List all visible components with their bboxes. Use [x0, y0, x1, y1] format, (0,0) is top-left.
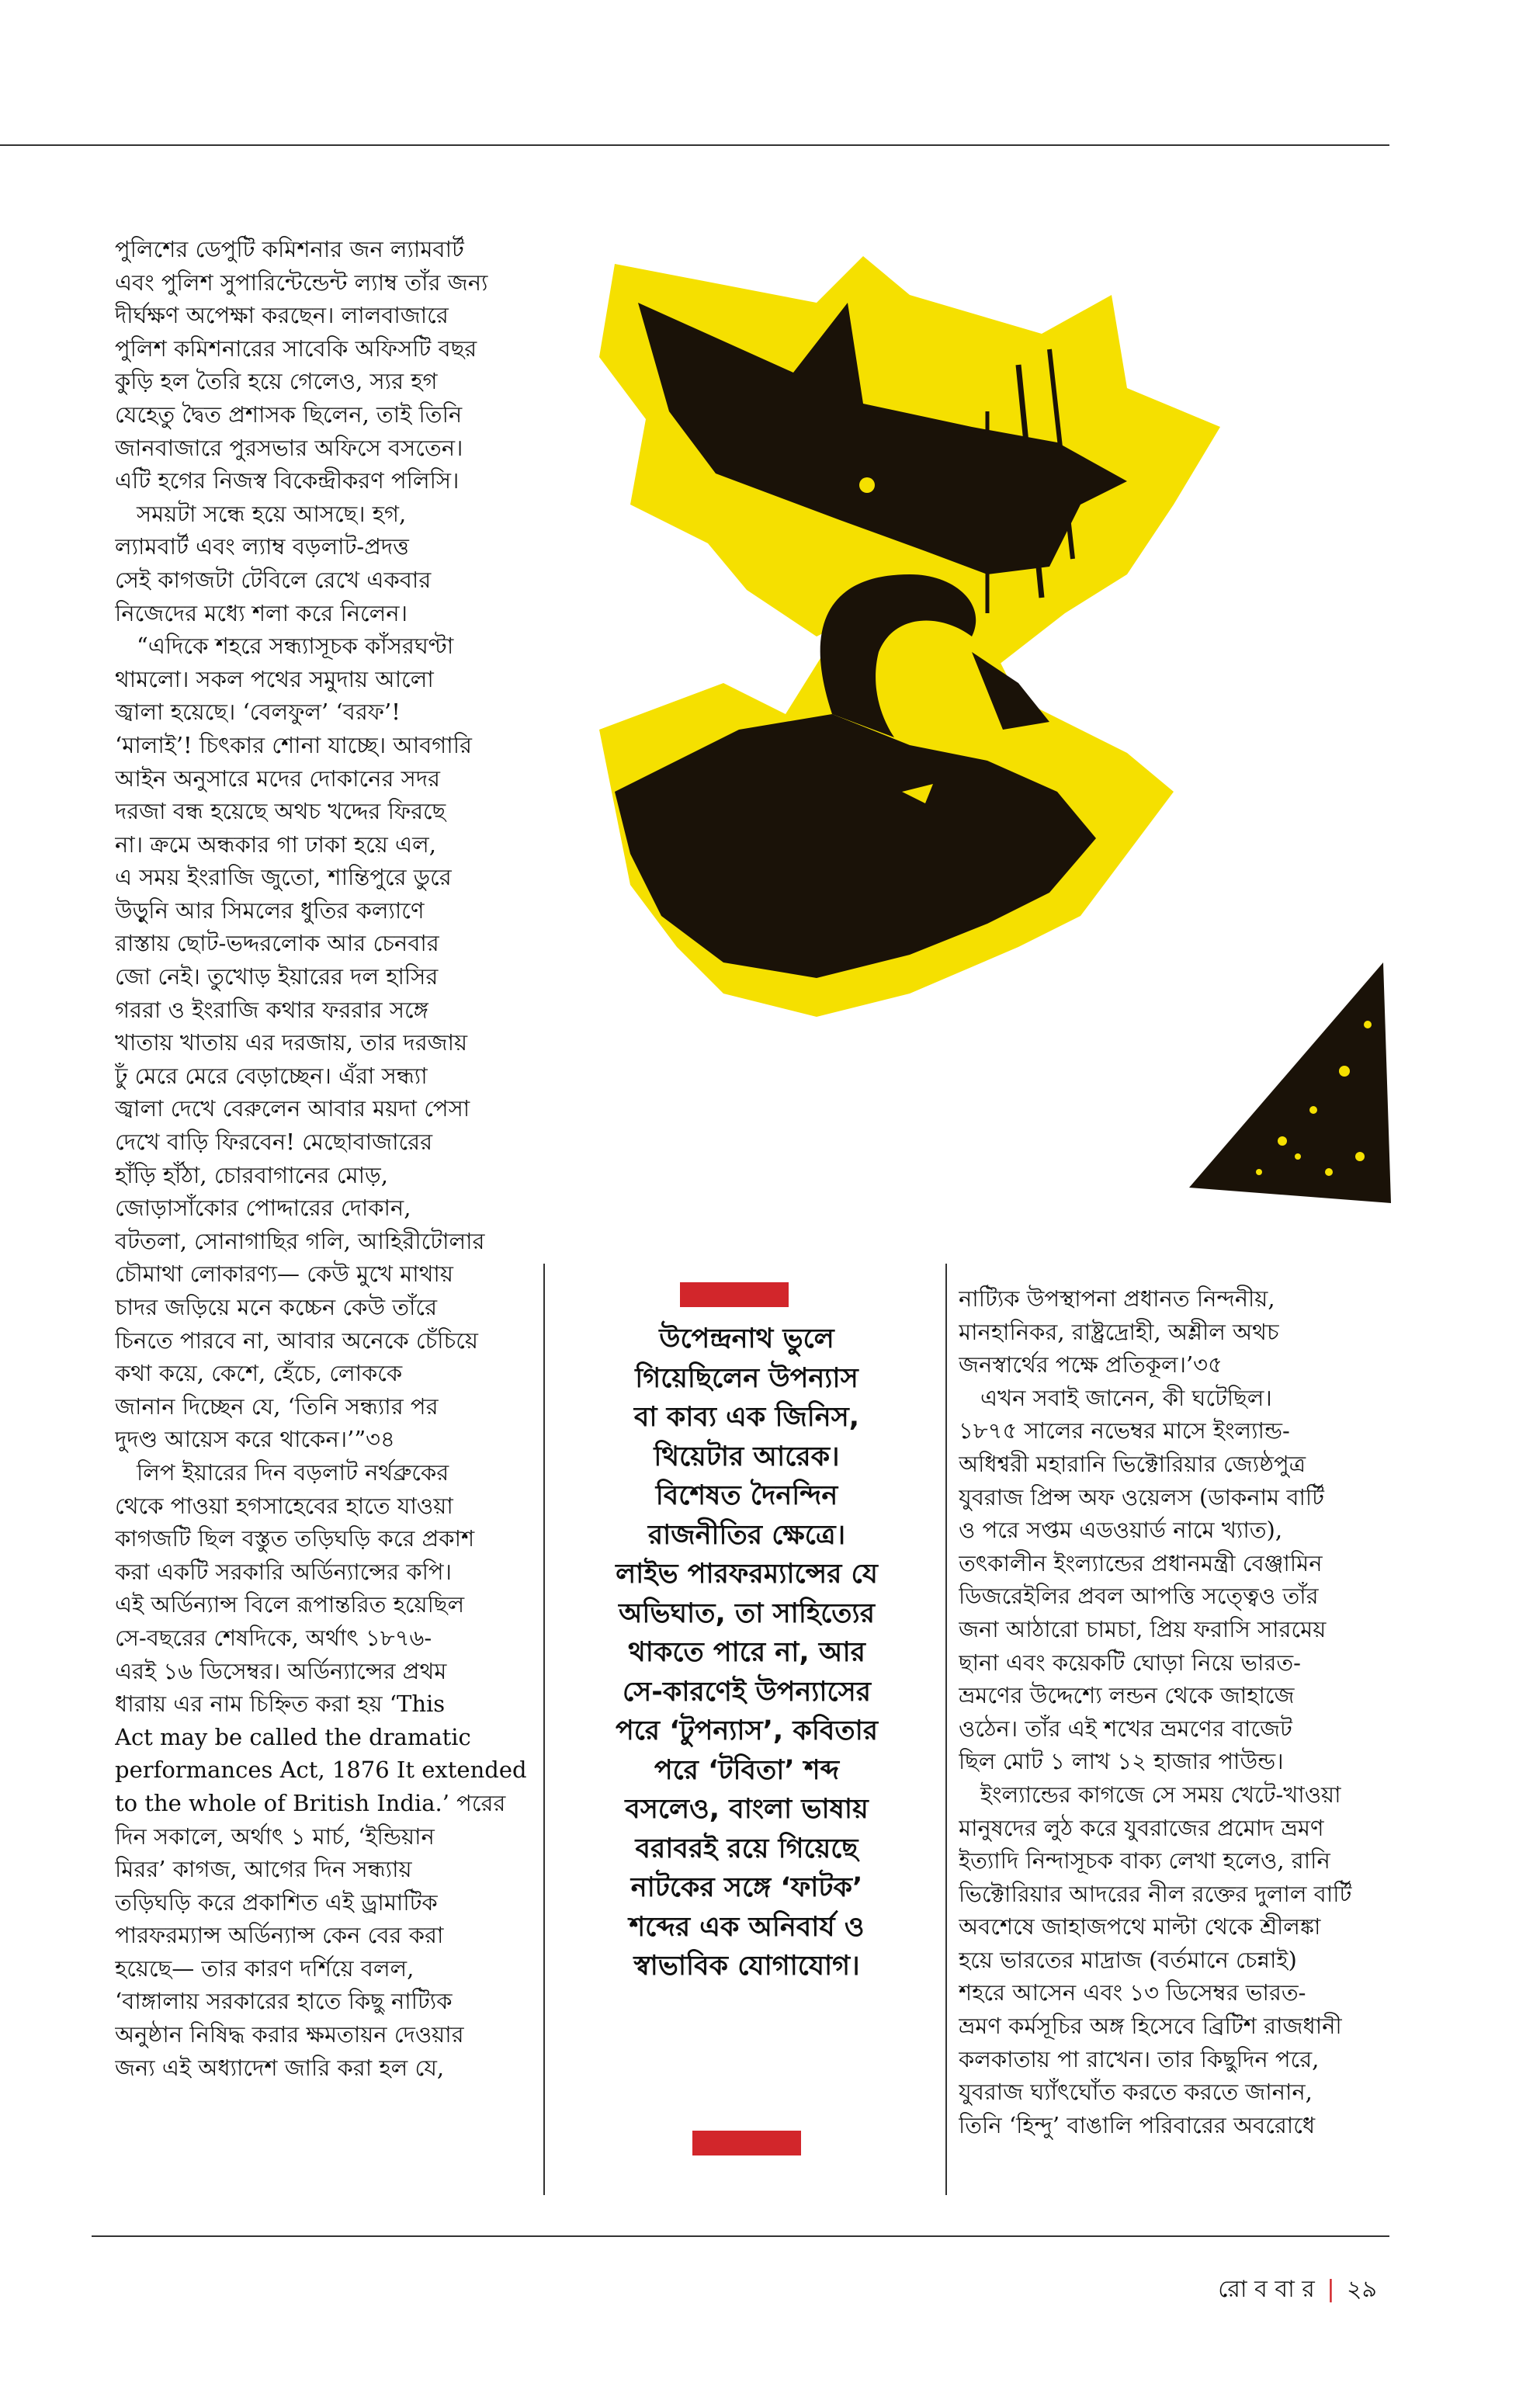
left-column-line: থেকে পাওয়া হগসাহেবের হাতে যাওয়া [115, 1492, 453, 1519]
left-column-line: নিজেদের মধ্যে শলা করে নিলেন। [115, 599, 408, 626]
left-column-line: এটি হগের নিজস্ব বিকেন্দ্রীকরণ পলিসি। [115, 467, 460, 494]
left-column-line: পুলিশের ডেপুটি কমিশনার জন ল্যামবার্ট [115, 236, 464, 262]
right-column-line: মানুষদের লুঠ করে যুবরাজের প্রমোদ ভ্রমণ [959, 1814, 1324, 1841]
pull-quote-line: সে-কারণেই উপন্যাসের [622, 1676, 871, 1708]
left-column-line: করা একটি সরকারি অর্ডিন্যান্সের কপি। [115, 1558, 452, 1585]
left-column-line: পুলিশ কমিশনারের সাবেকি অফিসটি বছর [115, 335, 477, 362]
left-column-line: হয়েছে— তার কারণ দর্শিয়ে বলল, [115, 1954, 414, 1982]
pull-quote-line: লাইভ পারফরম্যান্সের যে [616, 1559, 878, 1590]
pull-quote-line: পরে ‘টুপন্যাস’, কবিতার [615, 1715, 879, 1746]
left-column-line: অনুষ্ঠান নিষিদ্ধ করার ক্ষমতায়ন দেওয়ার [115, 2021, 464, 2048]
left-column-line: জানবাজারে পুরসভার অফিসে বসতেন। [115, 434, 463, 461]
right-column-line: ইংল্যান্ডের কাগজে সে সময় খেটে-খাওয়া [980, 1781, 1341, 1808]
pull-quote-line: নাটকের সঙ্গে ‘ফাটক’ [630, 1872, 863, 1903]
page-number: ২৯ [1347, 2276, 1377, 2303]
left-column-line: এরই ১৬ ডিসেম্বর। অর্ডিন্যান্সের প্রথম [115, 1657, 447, 1684]
upper-animal-eye [859, 477, 875, 493]
left-column-line: আইন অনুসারে মদের দোকানের সদর [115, 765, 441, 792]
left-column-line: সে-বছরের শেষদিকে, অর্থাৎ ১৮৭৬- [115, 1624, 432, 1651]
left-column-line: জোড়াসাঁকোর পোদ্দারের দোকান, [115, 1195, 411, 1222]
right-column-line: অধিশ্বরী মহারানি ভিক্টোরিয়ার জ্যেষ্ঠপুত্র [959, 1450, 1306, 1477]
left-column-line: খাতায় খাতায় এর দরজায়, তার দরজায় [115, 1029, 468, 1056]
right-column-line: তৎকালীন ইংল্যান্ডের প্রধানমন্ত্রী বেঞ্জামিন [959, 1549, 1323, 1576]
right-column-line: এখন সবাই জানেন, কী ঘটেছিল। [980, 1384, 1272, 1411]
left-column-line: to the whole of British India.’ পরের [115, 1789, 506, 1816]
pull-quote-top-bar [680, 1282, 789, 1307]
pull-quote-line: বসলেও, বাংলা ভাষায় [625, 1794, 869, 1825]
page-footer [1218, 2270, 1377, 2310]
right-column-line: মানহানিকর, রাষ্ট্রদ্রোহী, অশ্লীল অথচ [959, 1318, 1279, 1345]
left-column-line: উড়ুনি আর সিমলের ধুতির কল্যাণে [115, 897, 425, 924]
left-column-line: চৌমাথা লোকারণ্য— কেউ মুখে মাথায় [115, 1261, 453, 1288]
left-column-line: এ সময় ইংরাজি জুতো, শান্তিপুরে ডুরে [115, 864, 452, 891]
right-column-line: ভ্রমণ কর্মসূচির অঙ্গ হিসেবে ব্রিটিশ রাজধানী [959, 2013, 1342, 2040]
left-column-line: জন্য এই অধ্যাদেশ জারি করা হল যে, [115, 2054, 445, 2081]
left-column-line: জানান দিচ্ছেন যে, ‘তিনি সন্ধ্যার পর [115, 1392, 439, 1420]
left-column-line: ল্যামবার্ট এবং ল্যাম্ব বড়লাট-প্রদত্ত [115, 533, 409, 560]
right-column-line: শহরে আসেন এবং ১৩ ডিসেম্বর ভারত- [959, 1979, 1306, 2006]
left-column-line: হাঁড়ি হাঁঠা, চোরবাগানের মোড়, [115, 1161, 388, 1188]
right-column-line: তিনি ‘হিন্দু’ বাঙালি পরিবারের অবরোধে [959, 2111, 1316, 2138]
pull-quote-line: শব্দের এক অনিবার্য ও [629, 1911, 865, 1943]
right-column-line: জনা আঠারো চামচা, প্রিয় ফরাসি সারমেয় [959, 1615, 1327, 1642]
pull-quote-line: বা কাব্য এক জিনিস, [633, 1402, 860, 1433]
right-column-line: হয়ে ভারতের মাদ্রাজ (বর্তমানে চেন্নাই) [959, 1946, 1297, 1973]
pull-quote-line: পরে ‘টবিতা’ শব্দ [654, 1754, 840, 1786]
left-column-line: চাদর জড়িয়ে মনে কচ্চেন কেউ তাঁরে [115, 1294, 438, 1320]
right-column-line: অবশেষে জাহাজপথে মাল্টা থেকে শ্রীলঙ্কা [959, 1913, 1321, 1940]
left-column-line: কুড়ি হল তৈরি হয়ে গেলেও, স্যর হগ [115, 368, 438, 395]
left-column-line: দিন সকালে, অর্থাৎ ১ মার্চ, ‘ইন্ডিয়ান [115, 1822, 435, 1850]
left-column-line: Act may be called the dramatic [115, 1723, 471, 1750]
left-column [115, 233, 534, 2084]
left-column-line: লিপ ইয়ারের দিন বড়লাট নর্থব্রুকের [137, 1458, 449, 1486]
pull-quote-line: বিশেষত দৈনন্দিন [655, 1480, 838, 1511]
column-divider-right [945, 1264, 947, 2195]
left-column-line: কাগজটি ছিল বস্তুত তড়িঘড়ি করে প্রকাশ [115, 1525, 475, 1552]
right-column-line: ১৮৭৫ সালের নভেম্বর মাসে ইংল্যান্ড- [959, 1417, 1290, 1444]
right-column-line: ডিজরেইলির প্রবল আপত্তি সত্ত্বেও তাঁর [959, 1583, 1319, 1610]
left-column-line: রাস্তায় ছোট-ভদ্দরলোক আর চেনবার [115, 930, 439, 957]
pull-quote-line: উপেন্দ্রনাথ ভুলে [659, 1323, 834, 1354]
right-column-line: যুবরাজ ঘ্যাঁৎঘোঁত করতে করতে জানান, [959, 2079, 1313, 2106]
right-column-line: যুবরাজ প্রিন্স অফ ওয়েলস (ডাকনাম বার্টি [959, 1483, 1324, 1510]
left-column-line: ‘মালাই’! চিৎকার শোনা যাচ্ছে। আবগারি [115, 731, 472, 758]
pull-quote-line: রাজনীতির ক্ষেত্রে। [647, 1519, 846, 1551]
left-column-line: জ্বালা হয়েছে। ‘বেলফুল’ ‘বরফ’! [115, 699, 401, 726]
pull-quote-line: স্বাভাবিক যোগাযোগ। [633, 1951, 860, 1982]
right-column-line: ভ্রমণের উদ্দেশ্যে লন্ডন থেকে জাহাজে [959, 1682, 1295, 1709]
right-column-line: নাট্যিক উপস্থাপনা প্রধানত নিন্দনীয়, [959, 1285, 1275, 1312]
top-rule [0, 144, 1389, 146]
left-column-line: সেই কাগজটা টেবিলে রেখে একবার [115, 566, 432, 593]
left-column-line: গররা ও ইংরাজি কথার ফররার সঙ্গে [115, 996, 428, 1023]
left-column-line: দরজা বন্ধ হয়েছে অথচ খদ্দের ফিরছে [115, 798, 446, 825]
left-column-line: মিরর’ কাগজ, আগের দিন সন্ধ্যায় [115, 1856, 412, 1883]
corner-triangle [1189, 962, 1391, 1203]
left-column-line: দেখে বাড়ি ফিরবেন! মেছোবাজারের [115, 1129, 433, 1156]
pull-quote-line: গিয়েছিলেন উপন্যাস [635, 1362, 858, 1394]
left-column-line: চিনতে পারবে না, আবার অনেকে চেঁচিয়ে [115, 1327, 478, 1354]
pull-quote-line: থাকতে পারে না, আর [628, 1637, 865, 1668]
pull-quote-line: অভিঘাত, তা সাহিত্যের [619, 1597, 875, 1629]
bottom-rule [92, 2235, 1389, 2237]
right-column-line: ইত্যাদি নিন্দাসূচক বাক্য লেখা হলেও, রানি [959, 1847, 1330, 1875]
left-column-line: দুদণ্ড আয়েস করে থাকেন।’”৩৪ [115, 1426, 395, 1453]
footer-separator: | [1327, 2276, 1335, 2303]
left-column-line: জ্বালা দেখে বেরুলেন আবার ময়দা পেসা [115, 1095, 470, 1122]
woodcut-illustration [584, 248, 1391, 1265]
pull-quote-bottom-bar [692, 2131, 801, 2155]
column-divider-left [543, 1264, 545, 2195]
pull-quote-line: থিয়েটার আরেক। [654, 1441, 840, 1472]
left-column-line: ঢুঁ মেরে মেরে বেড়াচ্ছেন। এঁরা সন্ধ্যা [115, 1062, 428, 1089]
right-column-line: ও পরে সপ্তম এডওয়ার্ড নামে খ্যাত), [959, 1517, 1283, 1544]
left-column-line: এই অর্ডিন্যান্স বিলে রূপান্তরিত হয়েছিল [115, 1591, 465, 1618]
right-column-line: ছানা এবং কয়েকটি ঘোড়া নিয়ে ভারত- [959, 1649, 1301, 1676]
left-column-line: থামলো। সকল পথের সমুদায় আলো [115, 665, 434, 692]
left-column-line: এবং পুলিশ সুপারিন্টেন্ডেন্ট ল্যাম্ব তাঁর জন্য [115, 269, 488, 296]
left-column-line: না। ক্রমে অন্ধকার গা ঢাকা হয়ে এল, [115, 831, 436, 858]
right-column-line: জনস্বার্থের পক্ষে প্রতিকূল।’৩৫ [959, 1351, 1223, 1379]
left-column-line: তড়িঘড়ি করে প্রকাশিত এই ড্রামাটিক [115, 1888, 438, 1916]
right-column-line: ছিল মোট ১ লাখ ১২ হাজার পাউন্ড। [959, 1748, 1284, 1775]
left-column-line: পারফরম্যান্স অর্ডিন্যান্স কেন বের করা [115, 1922, 444, 1949]
right-column-line: ভিক্টোরিয়ার আদরের নীল রক্তের দুলাল বার্টি [959, 1880, 1352, 1907]
left-column-line: দীর্ঘক্ষণ অপেক্ষা করছেন। লালবাজারে [115, 302, 449, 329]
pull-quote [553, 1320, 941, 1986]
left-column-line: performances Act, 1876 It extended [115, 1757, 527, 1784]
right-column-line: ওঠেন। তাঁর এই শখের ভ্রমণের বাজেট [959, 1715, 1292, 1742]
magazine-name: রো ব বা র [1218, 2276, 1315, 2303]
left-column-line: কথা কয়ে, কেশে, হেঁচে, লোককে [115, 1360, 403, 1387]
left-column-line: বটতলা, সোনাগাছির গলি, আহিরীটোলার [115, 1227, 485, 1254]
pull-quote-line: বরাবরই রয়ে গিয়েছে [635, 1833, 858, 1864]
left-column-line: ‘বাঙ্গালায় সরকারের হাতে কিছু নাট্যিক [115, 1988, 453, 2015]
left-column-line: সময়টা সন্ধে হয়ে আসছে। হগ, [137, 500, 407, 527]
left-column-line: যেহেতু দ্বৈত প্রশাসক ছিলেন, তাই তিনি [115, 401, 463, 428]
right-column [959, 1282, 1393, 2142]
right-column-line: কলকাতায় পা রাখেন। তার কিছুদিন পরে, [959, 2045, 1320, 2072]
left-column-line: “এদিকে শহরে সন্ধ্যাসূচক কাঁসরঘণ্টা [137, 633, 454, 660]
left-column-line: ধারায় এর নাম চিহ্নিত করা হয় ‘This [115, 1691, 446, 1718]
left-column-line: জো নেই। তুখোড় ইয়ারের দল হাসির [115, 963, 439, 990]
